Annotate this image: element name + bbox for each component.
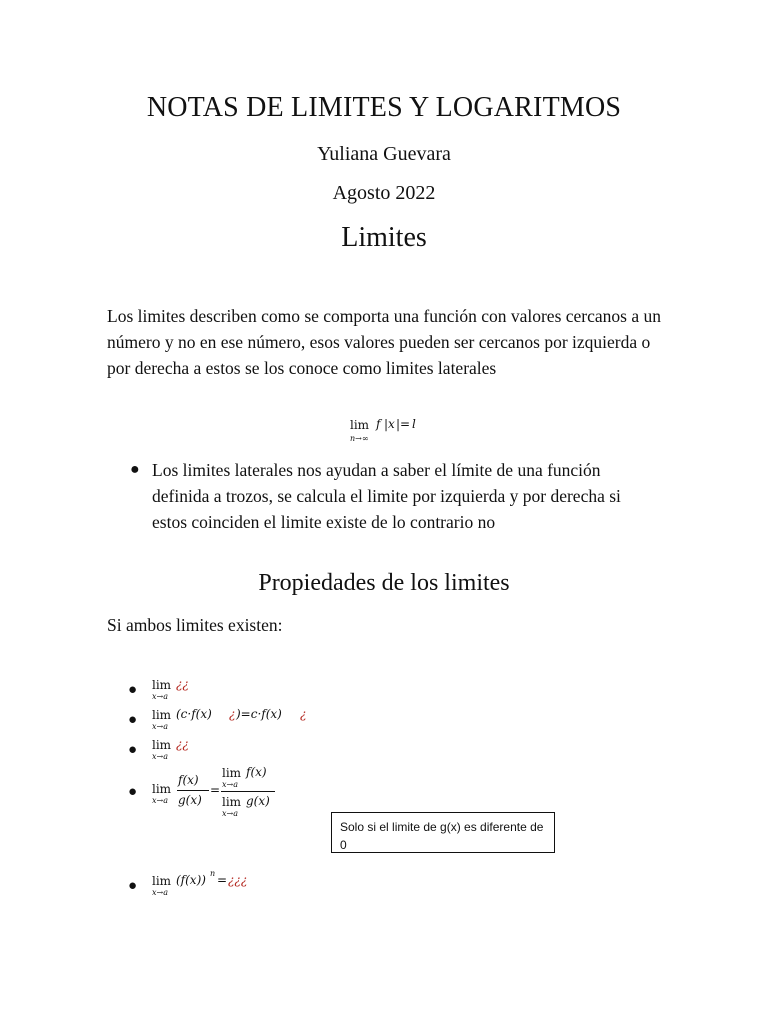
bullet-list [130,457,650,535]
property-item: ● lim x→a ¿¿ [128,677,189,701]
variable-symbol: x [388,417,395,431]
bullet-dot: ● [128,878,138,894]
document-date: Agosto 2022 [332,182,436,204]
section-title: Limites [341,222,427,253]
limit-value: l [412,417,416,431]
properties-title: Propiedades de los limites [258,570,510,596]
bullet-dot: ● [128,712,138,728]
fraction-numerator: f(x) [178,773,199,787]
document-title: NOTAS DE LIMITES Y LOGARITMOS [146,92,622,123]
intro-paragraph: Los limites describen como se comporta una función con valores cercanos a un número y no en ese número, esos valores pueden ser cercanos por izquierda o por derecha a estos se los conoce como limites laterales [107,306,661,378]
lim-operator: lim [350,418,370,432]
unrendered-expression: ¿¿ [176,677,189,691]
property-item: ● lim x→a (c·f(x) ¿ )=c·f(x) ¿ [128,707,307,731]
note-box: Solo si el limite de g(x) es diferente de 0 [331,812,555,853]
exponent: n [210,869,216,878]
property-item-quotient: ● lim x→a f(x) g(x) = lim x→a f(x) lim x→a g(x) [128,764,298,822]
property-item: ● lim x→a ¿¿ [128,737,189,761]
lim-subscript: n→∞ [350,434,369,443]
property-item: ● lim x→a (f(x)) n = ¿¿¿ [128,869,248,897]
function-symbol: f [376,417,381,431]
fraction-denominator: g(x) [178,793,202,807]
author-name: Yuliana Guevara [317,143,451,165]
bullet-dot: ● [128,742,138,758]
properties-intro: Si ambos limites existen: [107,615,283,635]
bullet-dot: ● [128,784,138,800]
bullet-dot: ● [130,461,140,478]
bullet-dot: ● [128,682,138,698]
main-limit-formula: lim n→∞ f | x |= l [350,417,416,443]
unrendered-expression: ¿¿¿ [228,873,248,887]
unrendered-expression: ¿¿ [176,737,189,751]
bullet-text: Los limites laterales nos ayudan a saber el límite de una función definida a trozos, se calcula el limite por izquierda y por derecha si estos coinciden el limite existe de lo contrario no [152,460,621,532]
